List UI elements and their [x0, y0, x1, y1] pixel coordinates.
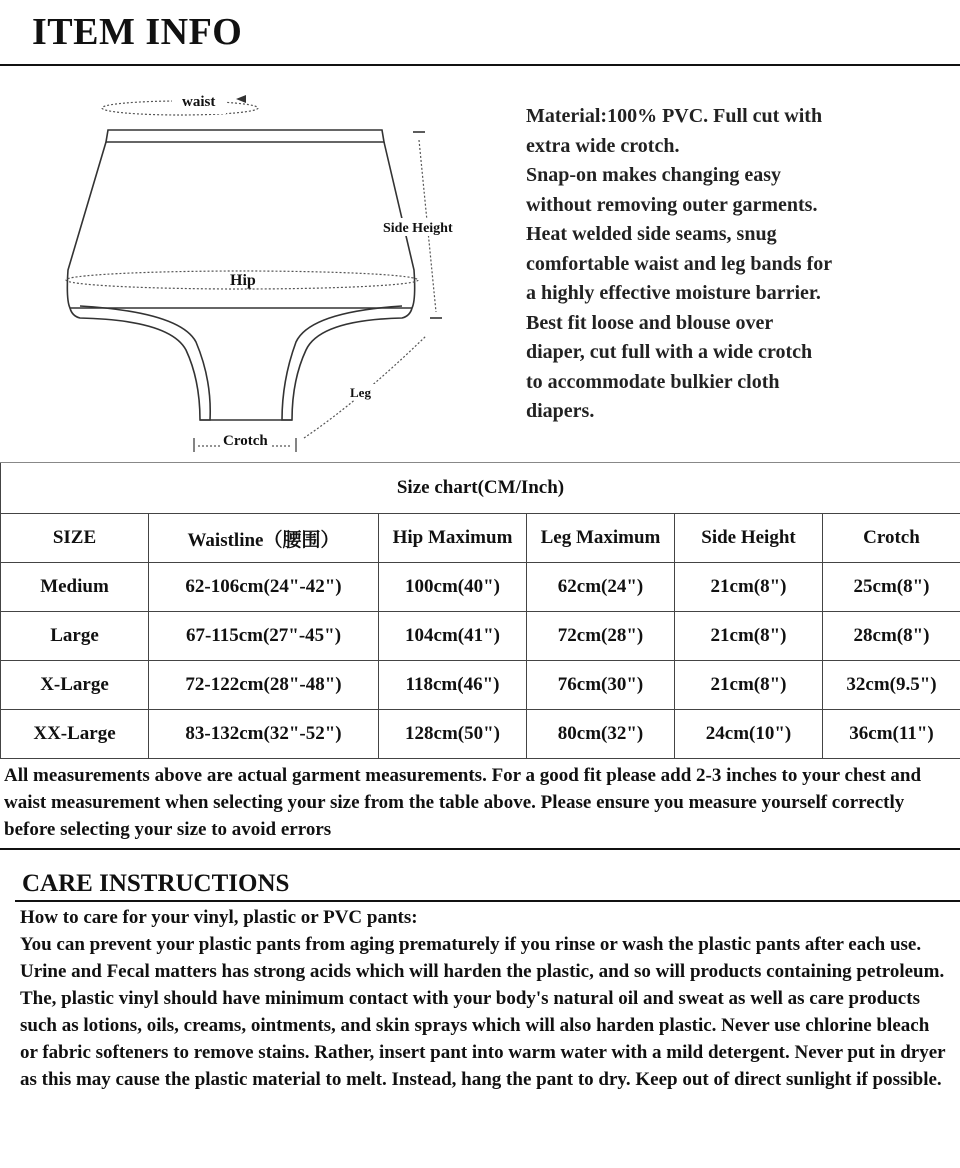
column-header: Waistline（腰围） — [149, 514, 379, 563]
header-divider — [0, 64, 960, 66]
crotch-label: Crotch — [223, 433, 268, 449]
column-header: Hip Maximum — [379, 514, 527, 563]
column-header: SIZE — [1, 514, 149, 563]
column-header: Leg Maximum — [527, 514, 675, 563]
table-cell: 80cm(32") — [527, 710, 675, 759]
description-line: a highly effective moisture barrier. — [526, 282, 821, 304]
table-cell: 118cm(46") — [379, 661, 527, 710]
description-line: diaper, cut full with a wide crotch — [526, 341, 813, 363]
table-row — [1, 563, 960, 612]
table-cell: 72cm(28") — [527, 612, 675, 661]
table-cell: 62cm(24") — [527, 563, 675, 612]
table-row — [1, 612, 960, 661]
care-instructions-title: CARE INSTRUCTIONS — [22, 870, 290, 897]
table-cell: XX-Large — [1, 710, 149, 759]
table-cell: 28cm(8") — [823, 612, 960, 661]
table-row — [1, 710, 960, 759]
left-leg-outline — [70, 306, 210, 420]
table-cell: 72-122cm(28"-48") — [149, 661, 379, 710]
table-cell: 25cm(8") — [823, 563, 960, 612]
table-row — [1, 661, 960, 710]
care-instructions-body — [20, 904, 950, 1093]
table-header-row — [1, 514, 960, 563]
hip-label: Hip — [230, 272, 256, 289]
table-cell: 21cm(8") — [675, 661, 823, 710]
table-cell: Medium — [1, 563, 149, 612]
waist-label: waist — [182, 94, 216, 110]
product-description — [526, 102, 946, 427]
description-line: Heat welded side seams, snug — [526, 223, 777, 245]
table-cell: 104cm(41") — [379, 612, 527, 661]
description-line: to accommodate bulkier cloth — [526, 370, 780, 393]
table-cell: 76cm(30") — [527, 661, 675, 710]
page-title: ITEM INFO — [32, 11, 243, 53]
table-cell: 24cm(10") — [675, 710, 823, 759]
description-line: extra wide crotch. — [526, 134, 680, 157]
table-cell: 21cm(8") — [675, 612, 823, 661]
side-height-label: Side Height — [383, 221, 453, 236]
description-line: Best fit loose and blouse over — [526, 311, 774, 334]
table-cell: 36cm(11") — [823, 710, 960, 759]
table-cell: 21cm(8") — [675, 563, 823, 612]
column-header: Crotch — [823, 514, 960, 563]
size-chart-table — [0, 462, 960, 759]
table-cell: 100cm(40") — [379, 563, 527, 612]
table-cell: 67-115cm(27"-45") — [149, 612, 379, 661]
table-cell: Large — [1, 612, 149, 661]
table-cell: 62-106cm(24"-42") — [149, 563, 379, 612]
care-title-underline — [15, 900, 960, 902]
table-cell: X-Large — [1, 661, 149, 710]
garment-diagram — [60, 80, 480, 455]
description-line: diapers. — [526, 400, 595, 422]
description-line: Snap-on makes changing easy — [526, 164, 782, 186]
section-divider — [0, 848, 960, 850]
table-cell: 128cm(50") — [379, 710, 527, 759]
description-line: without removing outer garments. — [526, 193, 818, 216]
care-text: You can prevent your plastic pants from aging prematurely if you rinse or wash the plastic pants after each use. Urine and Fecal matters has strong acids which will harden the plastic, and so will products containing petroleum. The, plastic vinyl should have minimum contact with your body's natural oil and sweat as well as care products such as lotions, oils, creams, ointments, and skin sprays which will also harden plastic. Never use chlorine bleach or fabric softeners to remove stains. Rather, insert pant into warm water with a mild detergent. Never put in dryer as this may cause the plastic material to melt. Instead, hang the pant to dry. Keep out of direct sunlight if possible. — [20, 934, 946, 1090]
waistband-outline — [106, 130, 384, 142]
table-cell: 83-132cm(32"-52") — [149, 710, 379, 759]
column-header: Side Height — [675, 514, 823, 563]
leg-label: Leg — [350, 385, 371, 400]
description-line: Material:100% PVC. Full cut with — [526, 105, 823, 127]
table-cell: 32cm(9.5") — [823, 661, 960, 710]
size-chart-caption: Size chart(CM/Inch) — [1, 463, 960, 514]
description-line: comfortable waist and leg bands for — [526, 252, 833, 275]
care-intro: How to care for your vinyl, plastic or PVC pants: — [20, 907, 418, 928]
measurement-note: All measurements above are actual garment measurements. For a good fit please add 2-3 inches to your chest and waist measurement when selecting your size from the table above. Please ensure you measure yourself correctly before selecting your size to avoid errors — [4, 765, 922, 840]
right-leg-outline — [282, 306, 412, 420]
